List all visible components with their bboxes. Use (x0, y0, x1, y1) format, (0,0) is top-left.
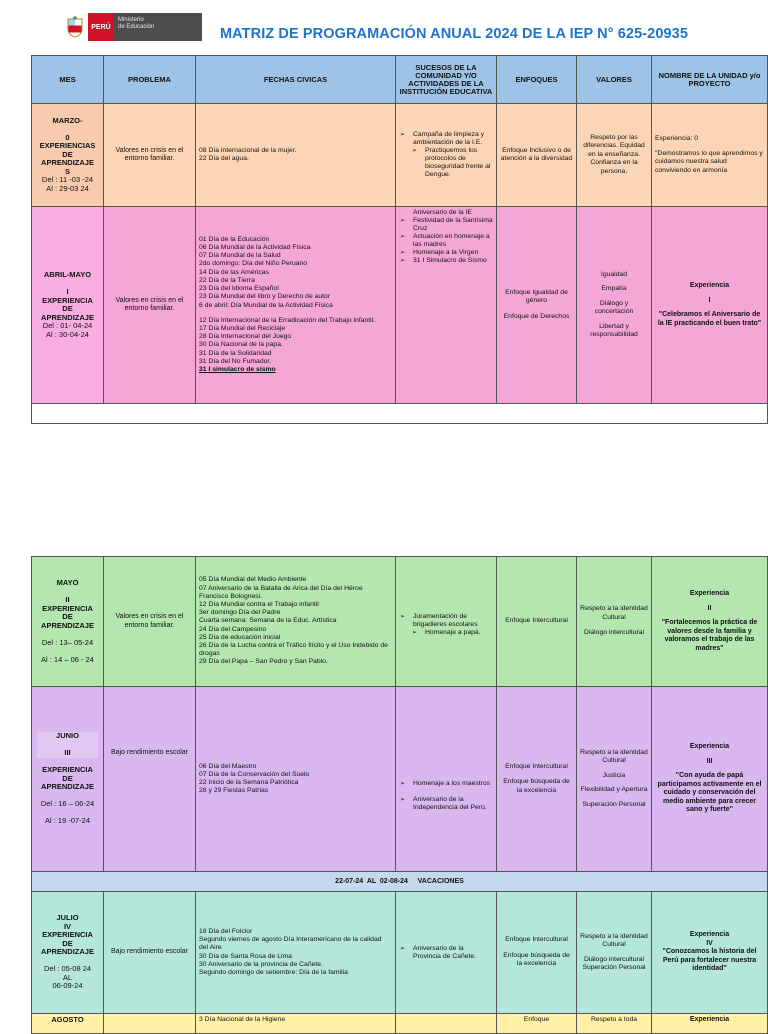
fechas-cell: 01 Día de la Educación 06 Día Mundial de la Actividad Física 07 Día Mundial de la Salud 2do domingo: Día del Niño Peruano 14 Día de las Américas 22 Día de la Tierra 23 Día del Idioma Español 23 Día Mundial del libro y Derecho de autor 6 de abril: Día Mundial de la Actividad Física 12 Día Internacional de la Erradicación del Trabajo infantil. 17 Día Mundial del Reciclaje 28 Día Internacional del Juego 30 Día Nacional de la papa. 31 Día de la Solidaridad 31 Día del No Fumador. 31 I simulacro de sismo (196, 207, 396, 404)
sucesos-cell: ➢ Juramentación de brigadieres escolares ➢ Homenaje a papá. (396, 557, 497, 687)
problema-cell: Valores en crisis en el entorno familiar. (104, 104, 196, 207)
mes-cell: JULIO IV EXPERIENCIA DE APRENDIZAJE Del : 05-08 24 AL 06-09-24 (32, 892, 104, 1014)
table-row-julio (32, 892, 768, 1014)
programming-matrix-table-2 (31, 556, 768, 1034)
vacaciones-label: 22-07-24 AL 02-08-24 VACACIONES (335, 878, 464, 885)
enfoques-cell: Enfoque Intercultural (497, 557, 577, 687)
document-title: MATRIZ DE PROGRAMACIÓN ANUAL 2024 DE LA IEP N° 625-20935 (220, 26, 688, 42)
proyecto-cell: Experiencia III "Con ayuda de papá participamos activamente en el cuidado y conservación del medio ambiente para crecer sano y fuerte" (652, 687, 768, 872)
fechas-cell: 05 Día Mundial del Medio Ambiente 07 Aniversario de la Batalla de Arica del Día del Héroe Francisco Bolognesi. 12 Día Mundial contra el Trabajo infantil 3er domingo Día del Padre Cuarta semana: Semana de la Educ. Artística 24 Día del Campesino 25 Día de educación inicial 26 Día de la Lucha contra el Tráfico Ilícito y el Uso Indebido de drogas 29 Día del Papa – San Pedro y San Pablo. (196, 557, 396, 687)
col-header-valores: VALORES (577, 56, 652, 104)
valores-cell: Respeto a toda (577, 1014, 652, 1034)
proyecto-cell: Experiencia IV "Conozcamos la historia del Perú para fortalecer nuestra identidad" (652, 892, 768, 1014)
empty-cell (32, 404, 768, 424)
sucesos-cell: Aniversario de la IE ➢ Festividad de la Santísima Cruz ➢ Actuación en homenaje a las madres ➢ Homenaje a la Virgen ➢ 31 I Simulacro de Sismo (396, 207, 497, 404)
table-row-mayo (32, 557, 768, 687)
fechas-cell: 18 Día del Folclor Segundo viernes de agosto Día Interamericano de la calidad del Aire 30 Día de Santa Rosa de Lima 30 Aniversario de la provincia de Cañete. Segundo domingo de setiembre: Día de la familia (196, 892, 396, 1014)
peru-coat-of-arms-icon (62, 13, 88, 41)
table-row-empty (32, 404, 768, 424)
fechas-cell: 08 Día internacional de la mujer. 22 Día del agua. (196, 104, 396, 207)
vacaciones-cell (32, 872, 768, 892)
enfoques-cell: Enfoque Intercultural Enfoque búsqueda de la excelencia (497, 687, 577, 872)
table-row-junio (32, 687, 768, 872)
col-header-mes: MES (32, 56, 104, 104)
fechas-cell: 3 Día Nacional de la Higiene (196, 1014, 396, 1034)
col-header-fechas: FECHAS CIVICAS (196, 56, 396, 104)
programming-matrix-table-1 (31, 55, 768, 424)
header-row (32, 56, 768, 104)
valores-cell: Igualdad Empatía Diálogo y concertación Libertad y responsabilidad (577, 207, 652, 404)
col-header-problema: PROBLEMA (104, 56, 196, 104)
sucesos-cell: ➢ Homenaje a los maestros ➢ Aniversario de la Independencia del Perú. (396, 687, 497, 872)
problema-cell: Bajo rendimiento escolar (104, 687, 196, 872)
proyecto-cell: Experiencia I "Celebramos el Aniversario de la IE practicando el buen trato" (652, 207, 768, 404)
valores-cell: Respeto a la identidad Cultural Diálogo intercultural Superación Personal (577, 892, 652, 1014)
enfoques-cell: Enfoque Igualdad de género Enfoque de Derechos (497, 207, 577, 404)
proyecto-cell: Experiencia (652, 1014, 768, 1034)
problema-cell: Bajo rendimiento escolar (104, 892, 196, 1014)
table-row-vacaciones (32, 872, 768, 892)
problema-cell: Valores en crisis en el entorno familiar. (104, 207, 196, 404)
col-header-proyecto: NOMBRE DE LA UNIDAD y/o PROYECTO (652, 56, 768, 104)
problema-cell: Valores en crisis en el entorno familiar. (104, 557, 196, 687)
mes-cell: JUNIO III EXPERIENCIA DE APRENDIZAJE Del : 16 – 06-24 Al : 19 -07-24 (32, 687, 104, 872)
table-row-abril (32, 207, 768, 404)
mes-cell: MARZO- 0 EXPERIENCIAS DE APRENDIZAJE S Del : 11 -03 -24 Al : 29-03 24 (32, 104, 104, 207)
valores-cell: Respeto a la identidad Cultural Justicia Flexibilidad y Apertura Superación Personal (577, 687, 652, 872)
ministry-label: Ministerio de Educación (114, 13, 202, 41)
mes-cell: MAYO II EXPERIENCIA DE APRENDIZAJE Del : 13– 05-24 Al : 14 – 06 - 24 (32, 557, 104, 687)
table-row-marzo (32, 104, 768, 207)
valores-cell: Respeto por las diferencias. Equidad en la enseñanza. Confianza en la persona. (577, 104, 652, 207)
enfoques-cell: Enfoque (497, 1014, 577, 1034)
valores-cell: Respeto a la identidad Cultural Diálogo intercultural (577, 557, 652, 687)
fechas-cell: 06 Día del Maestro 07 Día de la Conservación del Suelo 22 Inicio de la Semana Patriótica 28 y 29 Fiestas Patrias (196, 687, 396, 872)
mes-cell: AGOSTO (32, 1014, 104, 1034)
proyecto-cell: Experiencia: 0 "Demostramos lo que aprendimos y cuidamos nuestra salud conviviendo en armonía (652, 104, 768, 207)
col-header-sucesos: SUCESOS DE LA COMUNIDAD Y/O ACTIVIDADES DE LA INSTITUCIÓN EDUCATIVA (396, 56, 497, 104)
col-header-enfoques: ENFOQUES (497, 56, 577, 104)
sucesos-cell: ➢ Campaña de limpieza y ambientación de la I.E. ➢ Practiquemos los protocolos de bioseguridad frente al Dengue. (396, 104, 497, 207)
sucesos-cell: ➢ Aniversario de la Provincia de Cañete. (396, 892, 497, 1014)
peru-label: PERÚ (88, 13, 114, 41)
proyecto-cell: Experiencia II "Fortalecemos la práctica de valores desde la familia y valoramos el trabajo de las madres" (652, 557, 768, 687)
minedu-logo (62, 13, 202, 41)
mes-cell: ABRIL-MAYO I EXPERIENCIA DE APRENDIZAJE Del : 01- 04-24 Al : 30-04-24 (32, 207, 104, 404)
enfoques-cell: Enfoque Intercultural Enfoque búsqueda de la excelencia (497, 892, 577, 1014)
enfoques-cell: Enfoque Inclusivo o de atención a la diversidad (497, 104, 577, 207)
